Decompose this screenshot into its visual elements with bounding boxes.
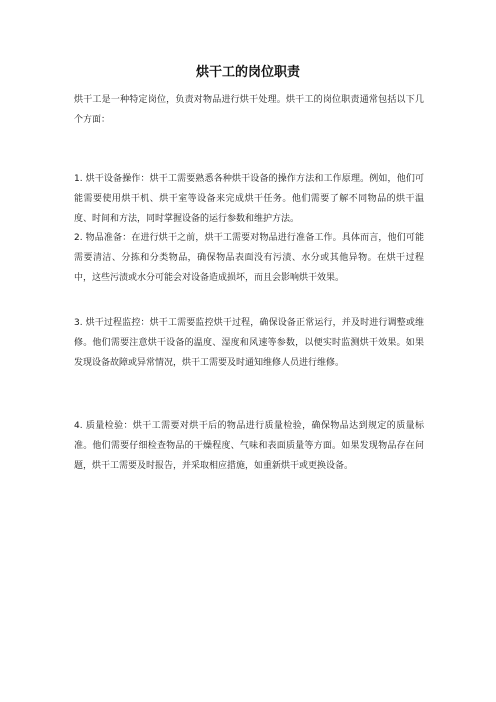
intro-paragraph: 烘干工是一种特定岗位，负责对物品进行烘干处理。烘干工的岗位职责通常包括以下几个方面： [74, 95, 424, 125]
document-title: 烘干工的岗位职责 [195, 65, 300, 80]
duty-paragraph-equipment-operation: 1. 烘干设备操作：烘干工需要熟悉各种烘干设备的操作方法和工作原理。例如，他们可能需要使用烘干机、烘干室等设备来完成烘干任务。他们需要了解不同物品的烘干温度、时间和方法，同时掌握设备的运行参数和维护方法。 [74, 174, 424, 224]
duty-paragraph-quality-inspection: 4. 质量检验：烘干工需要对烘干后的物品进行质量检验，确保物品达到规定的质量标准。他们需要仔细检查物品的干燥程度、气味和表面质量等方面。如果发现物品存在问题，烘干工需要及时报告，并采取相应措施，如重新烘干或更换设备。 [74, 421, 424, 471]
duty-paragraph-item-preparation: 2. 物品准备：在进行烘干之前，烘干工需要对物品进行准备工作。具体而言，他们可能需要清洁、分拣和分类物品，确保物品表面没有污渍、水分或其他异物。在烘干过程中，这些污渍或水分可能会对设备造成损坏，而且会影响烘干效果。 [74, 233, 424, 283]
duty-paragraph-process-monitoring: 3. 烘干过程监控：烘干工需要监控烘干过程，确保设备正常运行，并及时进行调整或维修。他们需要注意烘干设备的温度、湿度和风速等参数，以便实时监测烘干效果。如果发现设备故障或异常情况，烘干工需要及时通知维修人员进行维修。 [74, 318, 424, 368]
